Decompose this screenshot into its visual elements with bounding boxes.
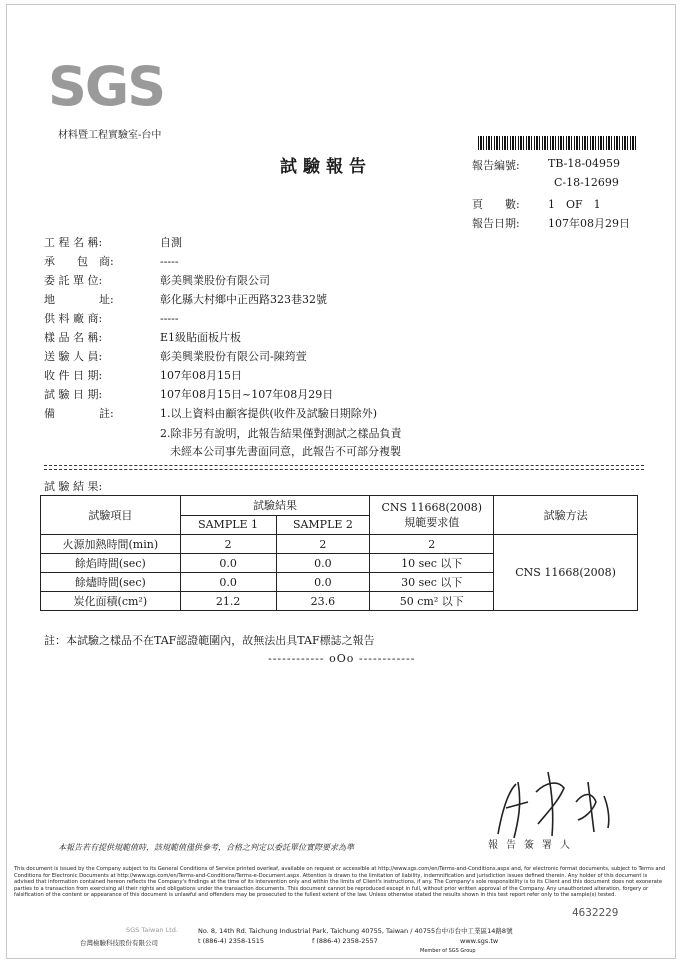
info-value: 彰美興業股份有限公司-陳筠萱 — [160, 350, 307, 363]
info-label: 承 包 商: — [44, 255, 114, 268]
info-value: 彰美興業股份有限公司 — [160, 274, 270, 287]
table-row — [41, 535, 638, 554]
pages-label: 頁 數: — [472, 198, 520, 211]
row-sample-1: 0.0 — [180, 573, 276, 592]
remark-text: 未經本公司事先書面同意，此報告不可部分複製 — [170, 445, 401, 458]
info-row — [44, 406, 378, 422]
info-value: 107年08月15日~107年08月29日 — [160, 388, 334, 401]
row-sample-1: 0.0 — [180, 554, 276, 573]
disclaimer-text: This document is issued by the Company subject to its General Conditions of Service printed overleaf, available on request or accessible at http://www.sgs.com/en/Terms-and-Conditions.aspx and, for electronic format documents, subject to Terms and Conditions for Electronic Documents at http://www.sgs.com/en/Terms-and-Conditions/Terms-e-Document.aspx. Attention is drawn to the limitation of liability, indemnification and jurisdiction issues defined therein. Any holder of this document is advised that information contained hereon reflects the Company's findings at the time of its intervention only and within the limits of Client's instructions, if any. The Company's sole responsibility is to its Client and this document does not exonerate parties to a transaction from exercising all their rights and obligations under the transaction documents. This document cannot be reproduced except in full, without prior written approval of the Company. Any unauthorized alteration, forgery or falsification of the content or appearance of this document is unlawful and offenders may be prosecuted to the fullest extent of the law. Unless otherwise stated the results shown in this test report refer only to the sample(s) tested. — [14, 866, 666, 899]
info-row — [44, 292, 327, 308]
header-cns — [370, 496, 494, 535]
info-value: 彰化縣大村鄉中正西路323巷32號 — [160, 293, 327, 306]
header-sample-1: SAMPLE 1 — [180, 515, 276, 535]
footer-member: Member of SGS Group — [420, 948, 476, 954]
header-method: 試驗方法 — [494, 496, 638, 535]
row-item: 炭化面積(cm²) — [41, 592, 181, 611]
info-value: ----- — [160, 312, 179, 325]
results-table — [40, 495, 638, 611]
divider — [44, 469, 644, 470]
row-sample-1: 2 — [180, 535, 276, 554]
signature-image — [488, 762, 628, 842]
row-item: 餘燼時間(sec) — [41, 573, 181, 592]
info-label: 樣 品 名 稱: — [44, 331, 103, 344]
row-item: 火源加熱時間(min) — [41, 535, 181, 554]
row-requirement: 2 — [370, 535, 494, 554]
info-value: 1.以上資料由顧客提供(收件及試驗日期除外) — [160, 407, 378, 420]
footer-fax: f (886-4) 2358-2557 — [312, 937, 378, 945]
info-row — [44, 235, 182, 251]
info-label: 委 託 單 位: — [44, 274, 103, 287]
report-number-label: 報告編號: — [472, 159, 520, 172]
info-label: 供 料 廠 商: — [44, 312, 103, 325]
header-cns-line1: CNS 11668(2008) — [381, 500, 483, 514]
row-item: 餘焰時間(sec) — [41, 554, 181, 573]
info-row — [44, 311, 179, 327]
report-number-1: TB-18-04959 — [548, 157, 621, 170]
report-number-2: C-18-12699 — [554, 176, 619, 189]
info-row — [44, 387, 334, 403]
report-date-value: 107年08月29日 — [548, 217, 630, 230]
sgs-logo: SGS — [48, 55, 165, 118]
row-sample-2: 0.0 — [276, 573, 370, 592]
pages-value: 1 OF 1 — [548, 198, 601, 211]
footer-company-zh: 台灣檢驗科技股份有限公司 — [80, 939, 158, 947]
row-sample-2: 23.6 — [276, 592, 370, 611]
footer-address: No. 8, 14th Rd. Taichung Industrial Park, Taichung 40755, Taiwan / 40755台中市台中工業區14路8號 — [198, 927, 513, 935]
info-label: 收 件 日 期: — [44, 369, 103, 382]
row-sample-2: 0.0 — [276, 554, 370, 573]
row-requirement: 50 cm² 以下 — [370, 592, 494, 611]
divider — [44, 465, 644, 466]
info-value: ----- — [160, 255, 179, 268]
header-cns-line2: 規範要求值 — [404, 515, 460, 529]
info-label: 地 址: — [44, 293, 114, 306]
header-result: 試驗結果 — [180, 496, 370, 516]
info-label: 備 註: — [44, 407, 114, 420]
report-title: 試驗報告 — [280, 157, 372, 177]
remark-text: 2.除非另有說明，此報告結果僅對測試之樣品負責 — [160, 427, 402, 440]
header-item: 試驗項目 — [41, 496, 181, 535]
method-value: CNS 11668(2008) — [494, 535, 638, 611]
barcode — [478, 136, 636, 150]
footer-tel: t (886-4) 2358-1515 — [198, 937, 265, 945]
info-row — [44, 273, 270, 289]
row-sample-2: 2 — [276, 535, 370, 554]
info-row — [44, 254, 179, 270]
signer-label: 報告簽署人 — [488, 840, 578, 851]
info-label: 試 驗 日 期: — [44, 388, 103, 401]
end-mark: ------------ oOo ------------ — [268, 652, 416, 665]
info-row — [44, 368, 242, 384]
taf-note: 註：本試驗之樣品不在TAF認證範圍內，故無法出具TAF標誌之報告 — [44, 634, 375, 647]
header-sample-2: SAMPLE 2 — [276, 515, 370, 535]
serial-number: 4632229 — [572, 906, 619, 919]
info-row — [44, 349, 307, 365]
lab-name: 材料暨工程實驗室-台中 — [58, 130, 162, 141]
table-header-row — [41, 496, 638, 516]
sign-note: 本報告若有提供規範值時，該規範值僅供參考，合格之判定以委託單位實際要求為準 — [58, 843, 354, 852]
info-row — [44, 330, 242, 346]
results-section-label: 試 驗 結 果: — [44, 480, 103, 493]
info-value: 自測 — [160, 236, 182, 249]
row-sample-1: 21.2 — [180, 592, 276, 611]
info-label: 送 驗 人 員: — [44, 350, 103, 363]
info-label: 工 程 名 稱: — [44, 236, 103, 249]
row-requirement: 30 sec 以下 — [370, 573, 494, 592]
report-date-label: 報告日期: — [472, 217, 520, 230]
footer-company-en: SGS Taiwan Ltd. — [126, 926, 178, 934]
info-value: E1級貼面板片板 — [160, 331, 242, 344]
row-requirement: 10 sec 以下 — [370, 554, 494, 573]
info-value: 107年08月15日 — [160, 369, 242, 382]
footer-web: www.sgs.tw — [460, 937, 499, 945]
